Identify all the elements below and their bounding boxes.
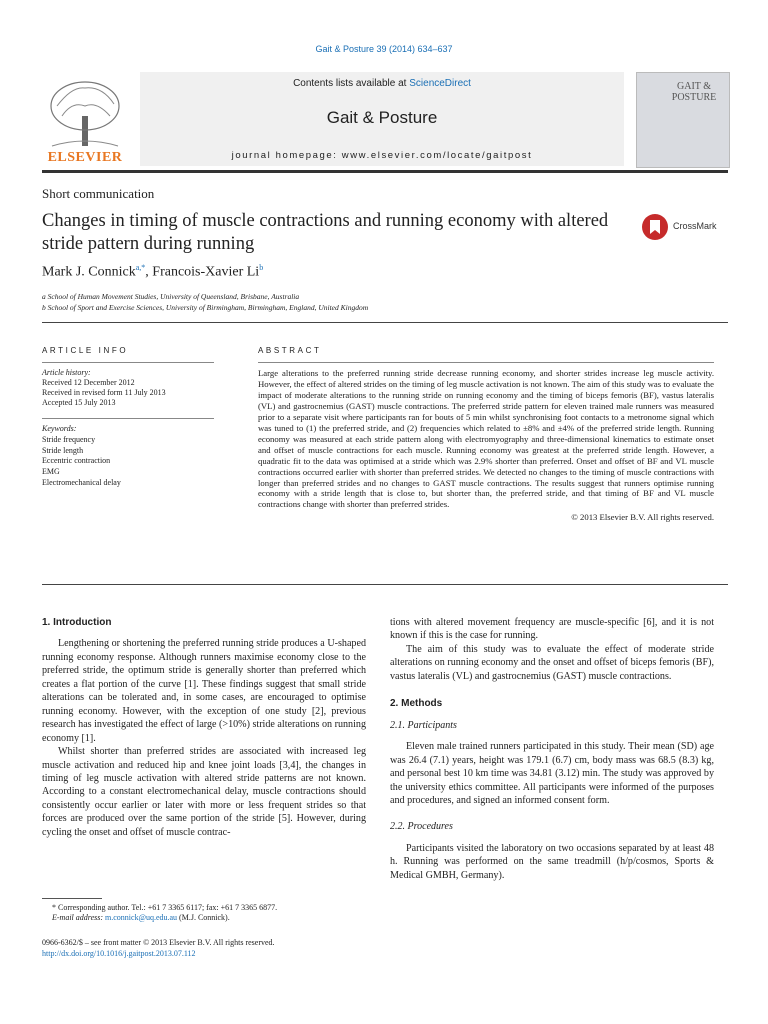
received-date: Received 12 December 2012 <box>42 378 135 387</box>
journal-homepage[interactable]: journal homepage: www.elsevier.com/locate/gaitpost <box>231 150 533 161</box>
paragraph: Whilst shorter than preferred strides are associated with increased leg muscle activation and reduced hip and knee joint loads [3,4], the changes in timing of leg muscle activation with altered stride patterns are not known. According to a constant electromechanical delay, muscle contractions should consistently occur earlier or later with more or less frequent strides so that forces are produced over the same portion of the stride [5]. However, during cycling the onset and offset of muscle contrac- <box>42 746 366 838</box>
footnote <box>52 903 277 923</box>
cover-title: GAIT & POSTURE <box>671 81 717 103</box>
contents-line <box>140 78 624 89</box>
author-affiliation-marker[interactable]: b <box>259 263 264 272</box>
article-info <box>42 362 214 489</box>
revised-date: Received in revised form 11 July 2013 <box>42 388 166 397</box>
abstract <box>258 362 714 523</box>
paragraph: The aim of this study was to evaluate the effect of moderate stride alterations on running economy and the onset and offset of biceps femoris (BF), vastus lateralis (VL) and gastrocnemius (GAST) muscle contractions. <box>390 643 714 682</box>
keyword: EMG <box>42 467 60 477</box>
publisher-logo-text: ELSEVIER <box>47 150 123 165</box>
subsection-heading: 2.1. Participants <box>390 719 457 731</box>
article-info-heading: ARTICLE INFO <box>42 346 129 355</box>
email-label: E-mail address: <box>52 913 104 922</box>
accepted-date: Accepted 15 July 2013 <box>42 398 116 407</box>
crossmark-badge[interactable] <box>640 212 732 242</box>
author-name[interactable]: Mark J. Connick <box>42 264 136 280</box>
keyword: Stride length <box>42 445 84 455</box>
keyword: Stride frequency <box>42 434 96 444</box>
contents-prefix: Contents lists available at <box>293 78 410 89</box>
keywords-label: Keywords: <box>42 424 77 433</box>
paragraph: Participants visited the laboratory on two occasions separated by at least 48 h. Running was performed on the same treadmill (h/p/cosmos, Sports & Medical GMBH, Germany). <box>390 842 714 881</box>
journal-reference[interactable]: Gait & Posture 39 (2014) 634–637 <box>315 44 453 54</box>
abstract-copyright: © 2013 Elsevier B.V. All rights reserved. <box>571 512 714 523</box>
article-history <box>42 362 214 408</box>
journal-cover-image <box>636 72 730 168</box>
paragraph: Eleven male trained runners participated in this study. Their mean (SD) age was 26.4 (7.1) years, height was 179.1 (6.7) cm, body mass was 68.5 (8.3) kg, and personal best 10 km time was 34.81 (3.12) min. The study was approved by the university ethics committee. All participants were informed of the purposes and procedures, and signed an informed consent form. <box>390 741 714 806</box>
crossmark-label: CrossMark <box>673 221 717 231</box>
section-heading: 1. Introduction <box>42 617 112 628</box>
issn-line: 0966-6362/$ – see front matter © 2013 Elsevier B.V. All rights reserved. <box>42 938 275 947</box>
journal-name: Gait & Posture <box>326 108 438 127</box>
crossmark-icon <box>640 212 670 242</box>
section-heading: 2. Methods <box>390 698 443 710</box>
abstract-text: Large alterations to the preferred running stride decrease running economy, and shorter strides increase leg muscle activity. However, the effect of altered strides on the timing of leg muscle activation is not known. The aim of this study was to evaluate the impact of moderate alterations to the running stride on running economy and the timing of biceps femoris (BF), vastus lateralis (VL) and gastrocnemius (GAST) muscle contractions. The preferred stride pattern for eleven trained male runners was measured prior to a separate visit where participants ran for bouts of 5 min whilst synchronising foot contacts to a metronome signal which was tuned to (1) the preferred stride, and (2) frequencies which related to ±8% and ±4% of the preferred stride length. Running economy was measured at each stride pattern along with electromyography and three-dimensional kinematics to estimate onset and offset of muscle contractions for each muscle. Running economy was greatest at the preferred stride length. However, a quadratic fit to the data was optimised at a stride which was 2.9% shorter than preferred. Onset and offset of BF and VL muscle contractions occurred earlier with shorter than preferred strides. We detected no changes to the timing of muscle contractions with longer than preferred strides and no changes to GAST muscle contractions. The results suggest that runners optimise running economy with a stride length that is close to, but shorter than, the preferred stride, and that timing of BF and VL muscle contractions change with shorter than preferred strides. <box>258 368 714 510</box>
paragraph: Lengthening or shortening the preferred running stride produces a U-shaped running economy response. Although runners maximise economy close to the preferred stride, the optimum stride is generally shorter than preferred which creates a flat portion of the curve [1]. These findings suggest that small stride alterations can be tolerated and, in some cases, are encouraged to optimise running economy. However, with the exception of one study [2], previous research has investigated the effect of large (>10%) stride alterations on running economy [1]. <box>42 638 366 744</box>
author-affiliation-marker[interactable]: a,* <box>135 263 146 272</box>
divider <box>42 322 728 323</box>
affiliation-b: b School of Sport and Exercise Sciences, University of Birmingham, Birmingham, England, United Kingdom <box>42 303 369 312</box>
section-type: Short communication <box>42 186 155 201</box>
keyword: Eccentric contraction <box>42 456 111 466</box>
email-suffix: (M.J. Connick). <box>179 913 230 922</box>
subsection-heading: 2.2. Procedures <box>390 821 453 833</box>
doi-link[interactable]: http://dx.doi.org/10.1016/j.gaitpost.2013.07.112 <box>42 949 196 958</box>
keyword: Electromechanical delay <box>42 477 121 487</box>
keywords <box>42 418 214 489</box>
footnote-divider <box>42 898 102 899</box>
affiliation-a: a School of Human Movement Studies, University of Queensland, Brisbane, Australia <box>42 292 300 301</box>
history-label: Article history: <box>42 368 91 377</box>
divider <box>42 584 728 585</box>
imprint <box>42 937 275 959</box>
article-title: Changes in timing of muscle contractions and running economy with altered stride pattern during running <box>42 211 609 254</box>
right-column <box>390 616 714 882</box>
email-link[interactable]: m.connick@uq.edu.au <box>105 913 178 922</box>
abstract-heading: ABSTRACT <box>258 346 322 355</box>
left-column <box>42 616 366 839</box>
corresponding-author: * Corresponding author. Tel.: +61 7 3365 6117; fax: +61 7 3365 6877. <box>52 903 278 912</box>
author-name[interactable]: Francois-Xavier Li <box>152 264 260 280</box>
paragraph: tions with altered movement frequency are muscle-specific [6], and it is not known if this is the case for running. <box>390 617 714 642</box>
author-list: Mark J. Connick$^{a,*}$, Francois-Xavier Li$^b$ <box>42 263 264 280</box>
sciencedirect-link[interactable]: ScienceDirect <box>409 78 471 89</box>
